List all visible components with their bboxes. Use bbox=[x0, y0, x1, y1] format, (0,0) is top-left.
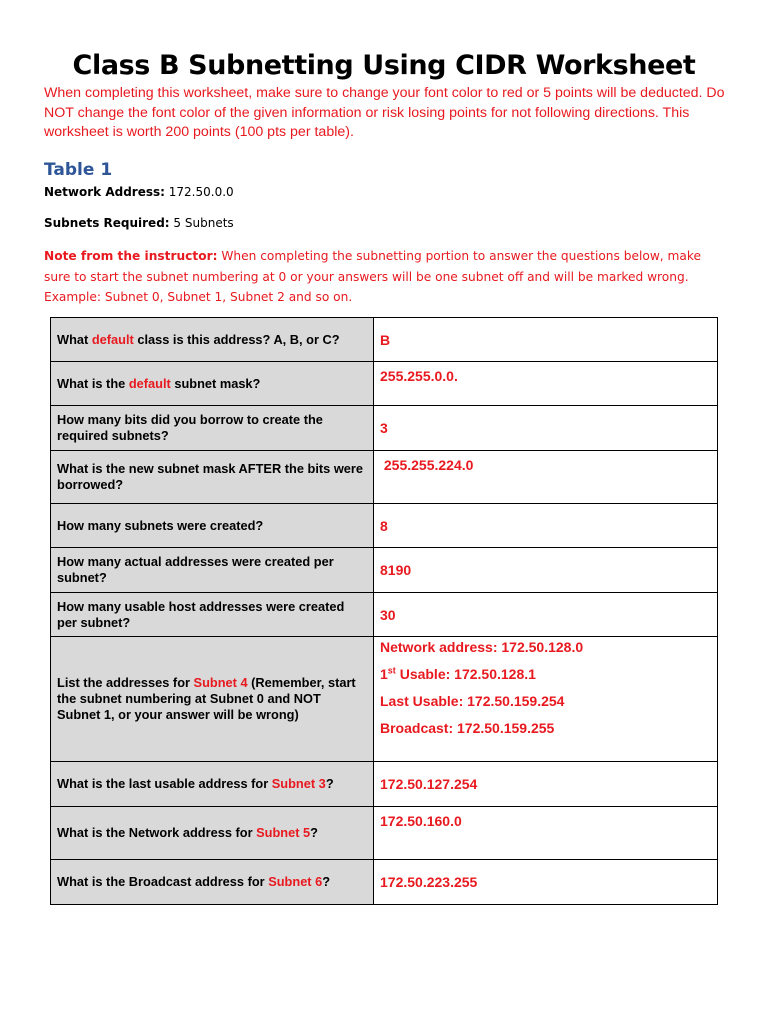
table-row bbox=[51, 860, 718, 905]
worksheet-title: Class B Subnetting Using CIDR Worksheet bbox=[72, 50, 696, 81]
subnet-4-answer-cell[interactable] bbox=[374, 637, 718, 762]
table-row bbox=[51, 504, 718, 548]
table-row bbox=[51, 451, 718, 504]
network-address-answer: Network address: 172.50.128.0 bbox=[380, 639, 584, 655]
table-row bbox=[51, 548, 718, 593]
network-address-value: 172.50.0.0 bbox=[168, 185, 234, 199]
answer-cell[interactable]: 172.50.160.0 bbox=[374, 807, 718, 860]
question-cell: How many bits did you borrow to create the required subnets? bbox=[51, 406, 374, 451]
answer-cell[interactable]: 255.255.224.0 bbox=[374, 451, 718, 504]
table-heading: Table 1 bbox=[44, 160, 113, 180]
question-cell: What is the Broadcast address for Subnet 6? bbox=[51, 860, 374, 905]
answer-cell[interactable]: 8 bbox=[374, 504, 718, 548]
question-cell: What default class is this address? A, B, or C? bbox=[51, 318, 374, 362]
question-cell: What is the default subnet mask? bbox=[51, 362, 374, 406]
answer-cell[interactable]: B bbox=[374, 318, 718, 362]
subnets-required-line bbox=[44, 216, 234, 230]
answer-cell[interactable]: 3 bbox=[374, 406, 718, 451]
table-row bbox=[51, 406, 718, 451]
question-cell: List the addresses for Subnet 4 (Remember, start the subnet numbering at Subnet 0 and NOT Subnet 1, or your answer will be wrong) bbox=[51, 637, 374, 762]
answer-cell[interactable]: 172.50.223.255 bbox=[374, 860, 718, 905]
table-row bbox=[51, 637, 718, 762]
table-row bbox=[51, 762, 718, 807]
question-cell: What is the new subnet mask AFTER the bits were borrowed? bbox=[51, 451, 374, 504]
answer-cell[interactable]: 172.50.127.254 bbox=[374, 762, 718, 807]
table-row bbox=[51, 318, 718, 362]
question-cell: How many subnets were created? bbox=[51, 504, 374, 548]
last-usable-answer: Last Usable: 172.50.159.254 bbox=[380, 693, 565, 709]
question-cell: How many actual addresses were created per subnet? bbox=[51, 548, 374, 593]
answer-cell[interactable]: 8190 bbox=[374, 548, 718, 593]
table-row bbox=[51, 807, 718, 860]
table-row bbox=[51, 593, 718, 637]
broadcast-answer: Broadcast: 172.50.159.255 bbox=[380, 720, 555, 736]
subnets-required-label: Subnets Required: bbox=[44, 216, 170, 230]
intro-instructions: When completing this worksheet, make sure to change your font color to red or 5 points will be deducted. Do NOT change the font color of the given information or risk losing points for not following directions. This worksheet is worth 200 points (100 pts per table). bbox=[44, 85, 725, 140]
question-cell: What is the Network address for Subnet 5? bbox=[51, 807, 374, 860]
subnets-required-value: 5 Subnets bbox=[173, 216, 234, 230]
table-row bbox=[51, 362, 718, 406]
instructor-note bbox=[44, 246, 724, 308]
note-label: Note from the instructor: bbox=[44, 249, 218, 263]
answer-cell[interactable]: 255.255.0.0. bbox=[374, 362, 718, 406]
first-usable-answer: 1st Usable: 172.50.128.1 bbox=[380, 665, 536, 682]
network-address-label: Network Address: bbox=[44, 185, 165, 199]
note-text: When completing the subnetting portion to answer the questions below, make sure to start the subnet numbering at 0 or your answers will be one subnet off and will be marked wrong. Example: Subnet 0, Subnet 1, Subnet 2 and so on. bbox=[44, 249, 701, 304]
answer-cell[interactable]: 30 bbox=[374, 593, 718, 637]
questions-table bbox=[50, 317, 718, 905]
question-cell: What is the last usable address for Subnet 3? bbox=[51, 762, 374, 807]
question-cell: How many usable host addresses were created per subnet? bbox=[51, 593, 374, 637]
network-address-line bbox=[44, 185, 234, 199]
